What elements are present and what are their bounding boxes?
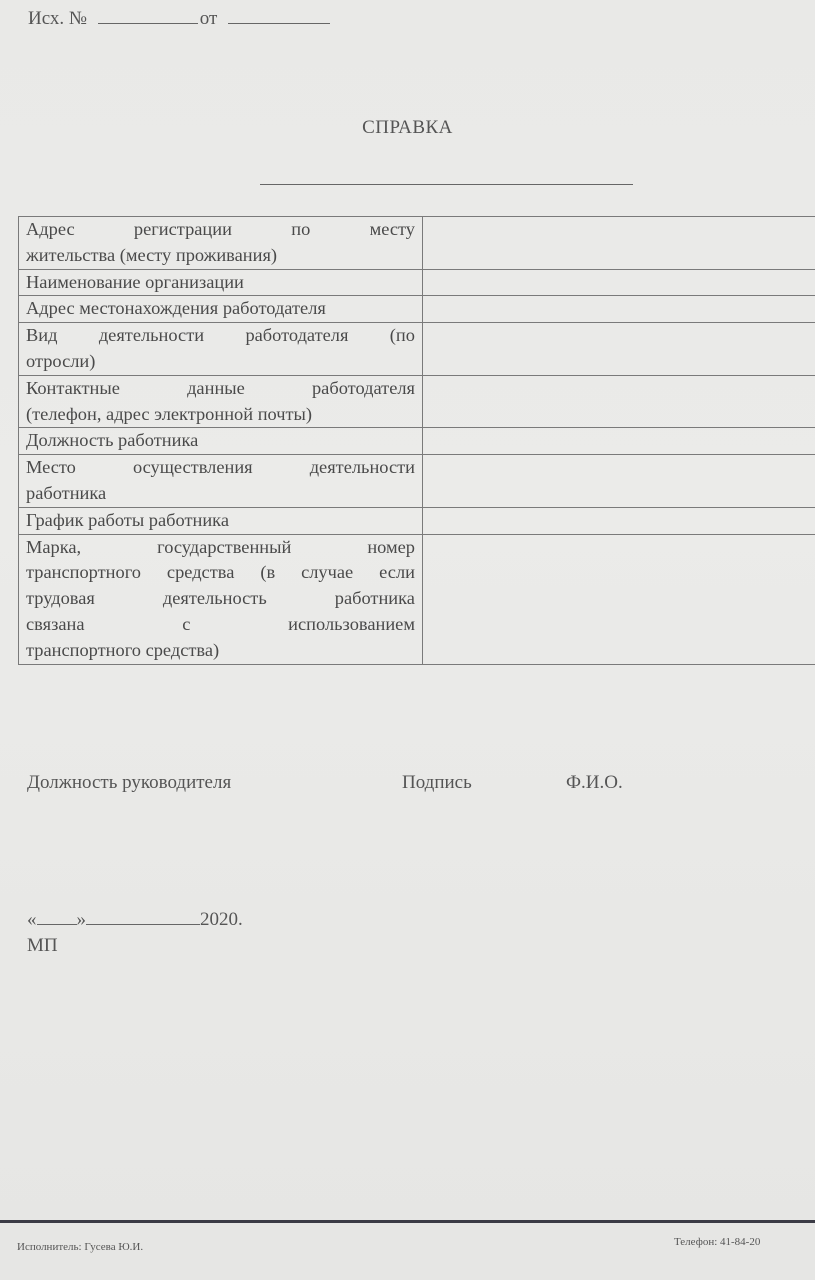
word: по [291,219,311,239]
word: государственный [157,536,292,557]
word: деятельности [98,325,205,346]
row-value-field[interactable] [423,323,815,376]
word: месту [369,219,415,239]
row-label-line [26,535,415,561]
row-label [19,217,423,270]
word: средства [166,562,235,583]
row-label-line: (телефон, адрес электронной почты) [26,403,313,424]
row-label-line [26,376,415,402]
outgoing-date-field[interactable] [228,23,330,24]
row-label-line [26,217,415,243]
open-quote: « [27,909,37,930]
row-label [19,534,423,664]
table-row [19,455,815,508]
row-label [19,323,423,376]
word: транспортного [26,562,141,583]
word: регистрации [133,219,232,239]
row-label [19,296,423,323]
row-value-field[interactable] [423,217,815,270]
phone-text: Телефон: 41-84-20 [674,1236,761,1248]
word: использованием [288,613,415,634]
row-label-line: График работы работника [26,509,229,530]
full-name-label: Ф.И.О. [566,772,623,793]
row-label-line [26,612,415,638]
word: номер [367,536,415,557]
row-label [19,455,423,508]
word: (по [389,325,415,346]
year-text: 2020. [200,909,243,930]
row-label-line: Наименование организации [26,271,244,292]
row-label-line [26,455,415,481]
footer-divider [0,1220,815,1223]
word: данные [187,377,245,398]
row-value-field[interactable] [423,375,815,428]
word: деятельность [162,588,267,609]
row-label [19,507,423,534]
close-quote: » [76,909,86,930]
outgoing-number-field[interactable] [98,23,198,24]
word: Марка, [26,536,82,557]
row-label [19,375,423,428]
signature-label: Подпись [402,772,472,793]
row-value-field[interactable] [423,507,815,534]
row-value-field[interactable] [423,455,815,508]
month-field[interactable] [86,924,200,925]
row-value-field[interactable] [423,296,815,323]
from-label: от [199,8,218,29]
word: осуществления [132,457,253,478]
row-value-field[interactable] [423,269,815,296]
info-table [18,216,815,665]
word: с [182,613,191,634]
row-label-line: Должность работника [26,430,199,451]
word: (в [260,562,276,583]
row-label-line [26,586,415,612]
row-label-line: транспортного средства) [26,639,220,660]
row-value-field[interactable] [423,428,815,455]
row-label [19,269,423,296]
table-row [19,323,815,376]
word: Контактные [26,377,120,398]
word: Адрес [26,219,75,239]
row-label [19,428,423,455]
table-row [19,428,815,455]
row-label-line [26,323,415,349]
row-label-line: отросли) [26,350,96,371]
row-label-line: Адрес местонахождения работодателя [26,298,326,319]
executor-text: Исполнитель: Гусева Ю.И. [17,1241,144,1253]
row-label-line: жительства (месту проживания) [26,244,278,265]
row-value-field[interactable] [423,534,815,664]
table-row [19,534,815,664]
word: деятельности [309,457,415,478]
document-title: СПРАВКА [362,117,453,138]
manager-position-label: Должность руководителя [27,772,232,793]
table-row [19,217,815,270]
day-field[interactable] [37,924,77,925]
outgoing-number-label: Исх. № [28,8,88,29]
word: работодателя [311,377,415,398]
word: работодателя [245,325,349,346]
word: связана [26,613,85,634]
stamp-label: МП [27,935,58,956]
outgoing-number-line [28,8,330,30]
word: если [379,562,415,583]
row-label-line [26,560,415,586]
table-row [19,375,815,428]
word: Место [26,457,76,478]
word: работника [334,588,415,609]
word: Вид [26,325,58,346]
table-row [19,507,815,534]
title-subject-line[interactable] [260,184,633,185]
table-row [19,296,815,323]
date-line [27,909,243,931]
word: случае [301,562,354,583]
table-row [19,269,815,296]
row-label-line: работника [26,482,107,503]
word: трудовая [26,588,95,609]
